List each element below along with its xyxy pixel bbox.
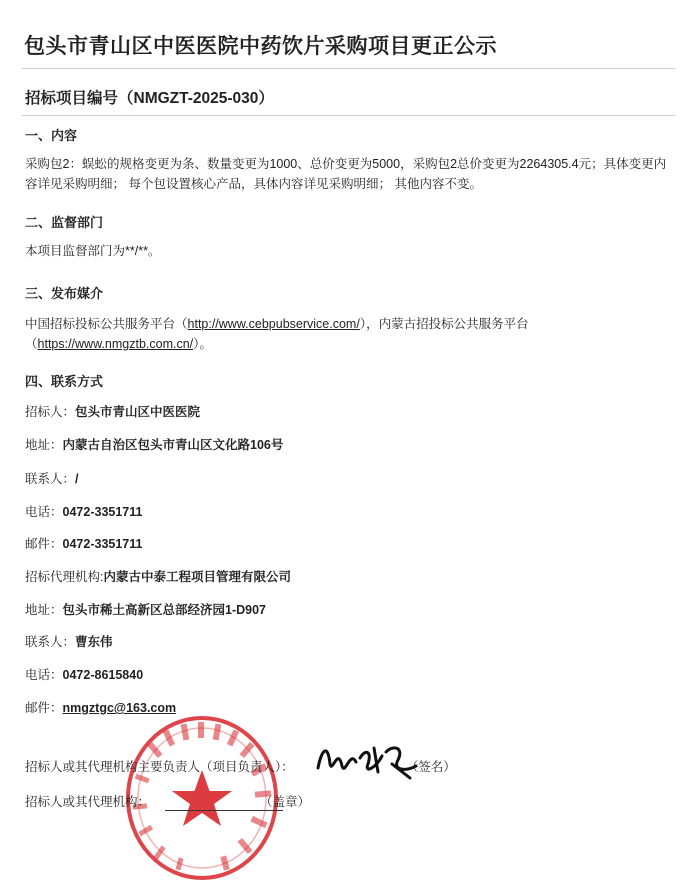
content-body: 采购包2：蜈蚣的规格变更为条、数量变更为1000、总价变更为5000，采购包2总价变更为2264305.4元；具体变更内容详见采购明细； 每个包设置核心产品，具体内容详见采购明细； 其他内容不变。 <box>25 157 667 191</box>
tenderer-mail-row <box>25 534 142 552</box>
field-label: 地址： <box>25 438 63 452</box>
tenderer-phone-value: 0472-3351711 <box>62 505 143 519</box>
media-line-1 <box>25 314 529 332</box>
media-line-2 <box>25 334 212 352</box>
section-heading-media: 三、发布媒介 <box>25 286 104 301</box>
field-label: 招标人： <box>25 405 76 419</box>
tenderer-address-row <box>25 435 283 453</box>
signoff-signature-row <box>25 757 456 775</box>
media-text: 中国招标投标公共服务平台（ <box>25 317 188 331</box>
agency-row <box>25 567 291 585</box>
stamp-suffix: （盖章） <box>260 795 311 809</box>
section-heading-contact: 四、联系方式 <box>25 374 104 389</box>
tenderer-contact-row <box>25 469 79 487</box>
stamp-label: 招标人或其代理机构： <box>25 795 151 809</box>
field-label: 地址： <box>25 603 63 617</box>
page-title: 包头市青山区中医医院中药饮片采购项目更正公示 <box>24 35 497 58</box>
tenderer-contact-value: / <box>75 472 79 486</box>
media-text: ），内蒙古招投标公共服务平台 <box>359 317 529 331</box>
section-heading-content: 一、内容 <box>25 128 78 143</box>
agency-contact-value: 曹东伟 <box>75 635 113 649</box>
signature-label: 招标人或其代理机构主要负责人（项目负责人）： <box>25 760 294 774</box>
tenderer-address-value: 内蒙古自治区包头市青山区文化路106号 <box>62 438 284 452</box>
title-divider <box>22 68 676 69</box>
agency-phone-row <box>25 665 143 683</box>
field-label: 邮件： <box>25 701 63 715</box>
field-label: 电话： <box>25 505 63 519</box>
field-label: 电话： <box>25 668 63 682</box>
field-label: 邮件： <box>25 537 63 551</box>
agency-value: 内蒙古中泰工程项目管理有限公司 <box>103 570 291 584</box>
field-label: 联系人： <box>25 472 76 486</box>
cebpubservice-link[interactable]: http://www.cebpubservice.com/ <box>187 317 360 331</box>
tenderer-phone-row <box>25 502 142 520</box>
section-heading-supervision: 二、监督部门 <box>25 215 104 230</box>
signoff-stamp-row <box>25 792 310 810</box>
agency-phone-value: 0472-8615840 <box>62 668 144 682</box>
tenderer-row <box>25 402 200 420</box>
field-label: 联系人： <box>25 635 76 649</box>
tenderer-value: 包头市青山区中医医院 <box>75 405 201 419</box>
stamp-underline <box>165 810 283 811</box>
project-number: 招标项目编号（NMGZT-2025-030） <box>25 90 274 107</box>
agency-address-row <box>25 600 266 618</box>
agency-address-value: 包头市稀土高新区总部经济园1-D907 <box>62 603 267 617</box>
agency-mail-link[interactable]: nmgztgc@163.com <box>62 701 177 715</box>
media-text: （ <box>25 337 38 351</box>
supervision-body: 本项目监督部门为**/**。 <box>25 244 161 258</box>
tenderer-mail-value: 0472-3351711 <box>62 537 143 551</box>
divider <box>22 115 676 116</box>
media-text: ）。 <box>193 337 212 351</box>
field-label: 招标代理机构: <box>25 570 104 584</box>
nmgztb-link[interactable]: https://www.nmgztb.com.cn/ <box>37 337 194 351</box>
signature-suffix: （签名） <box>405 760 456 774</box>
agency-contact-row <box>25 632 113 650</box>
